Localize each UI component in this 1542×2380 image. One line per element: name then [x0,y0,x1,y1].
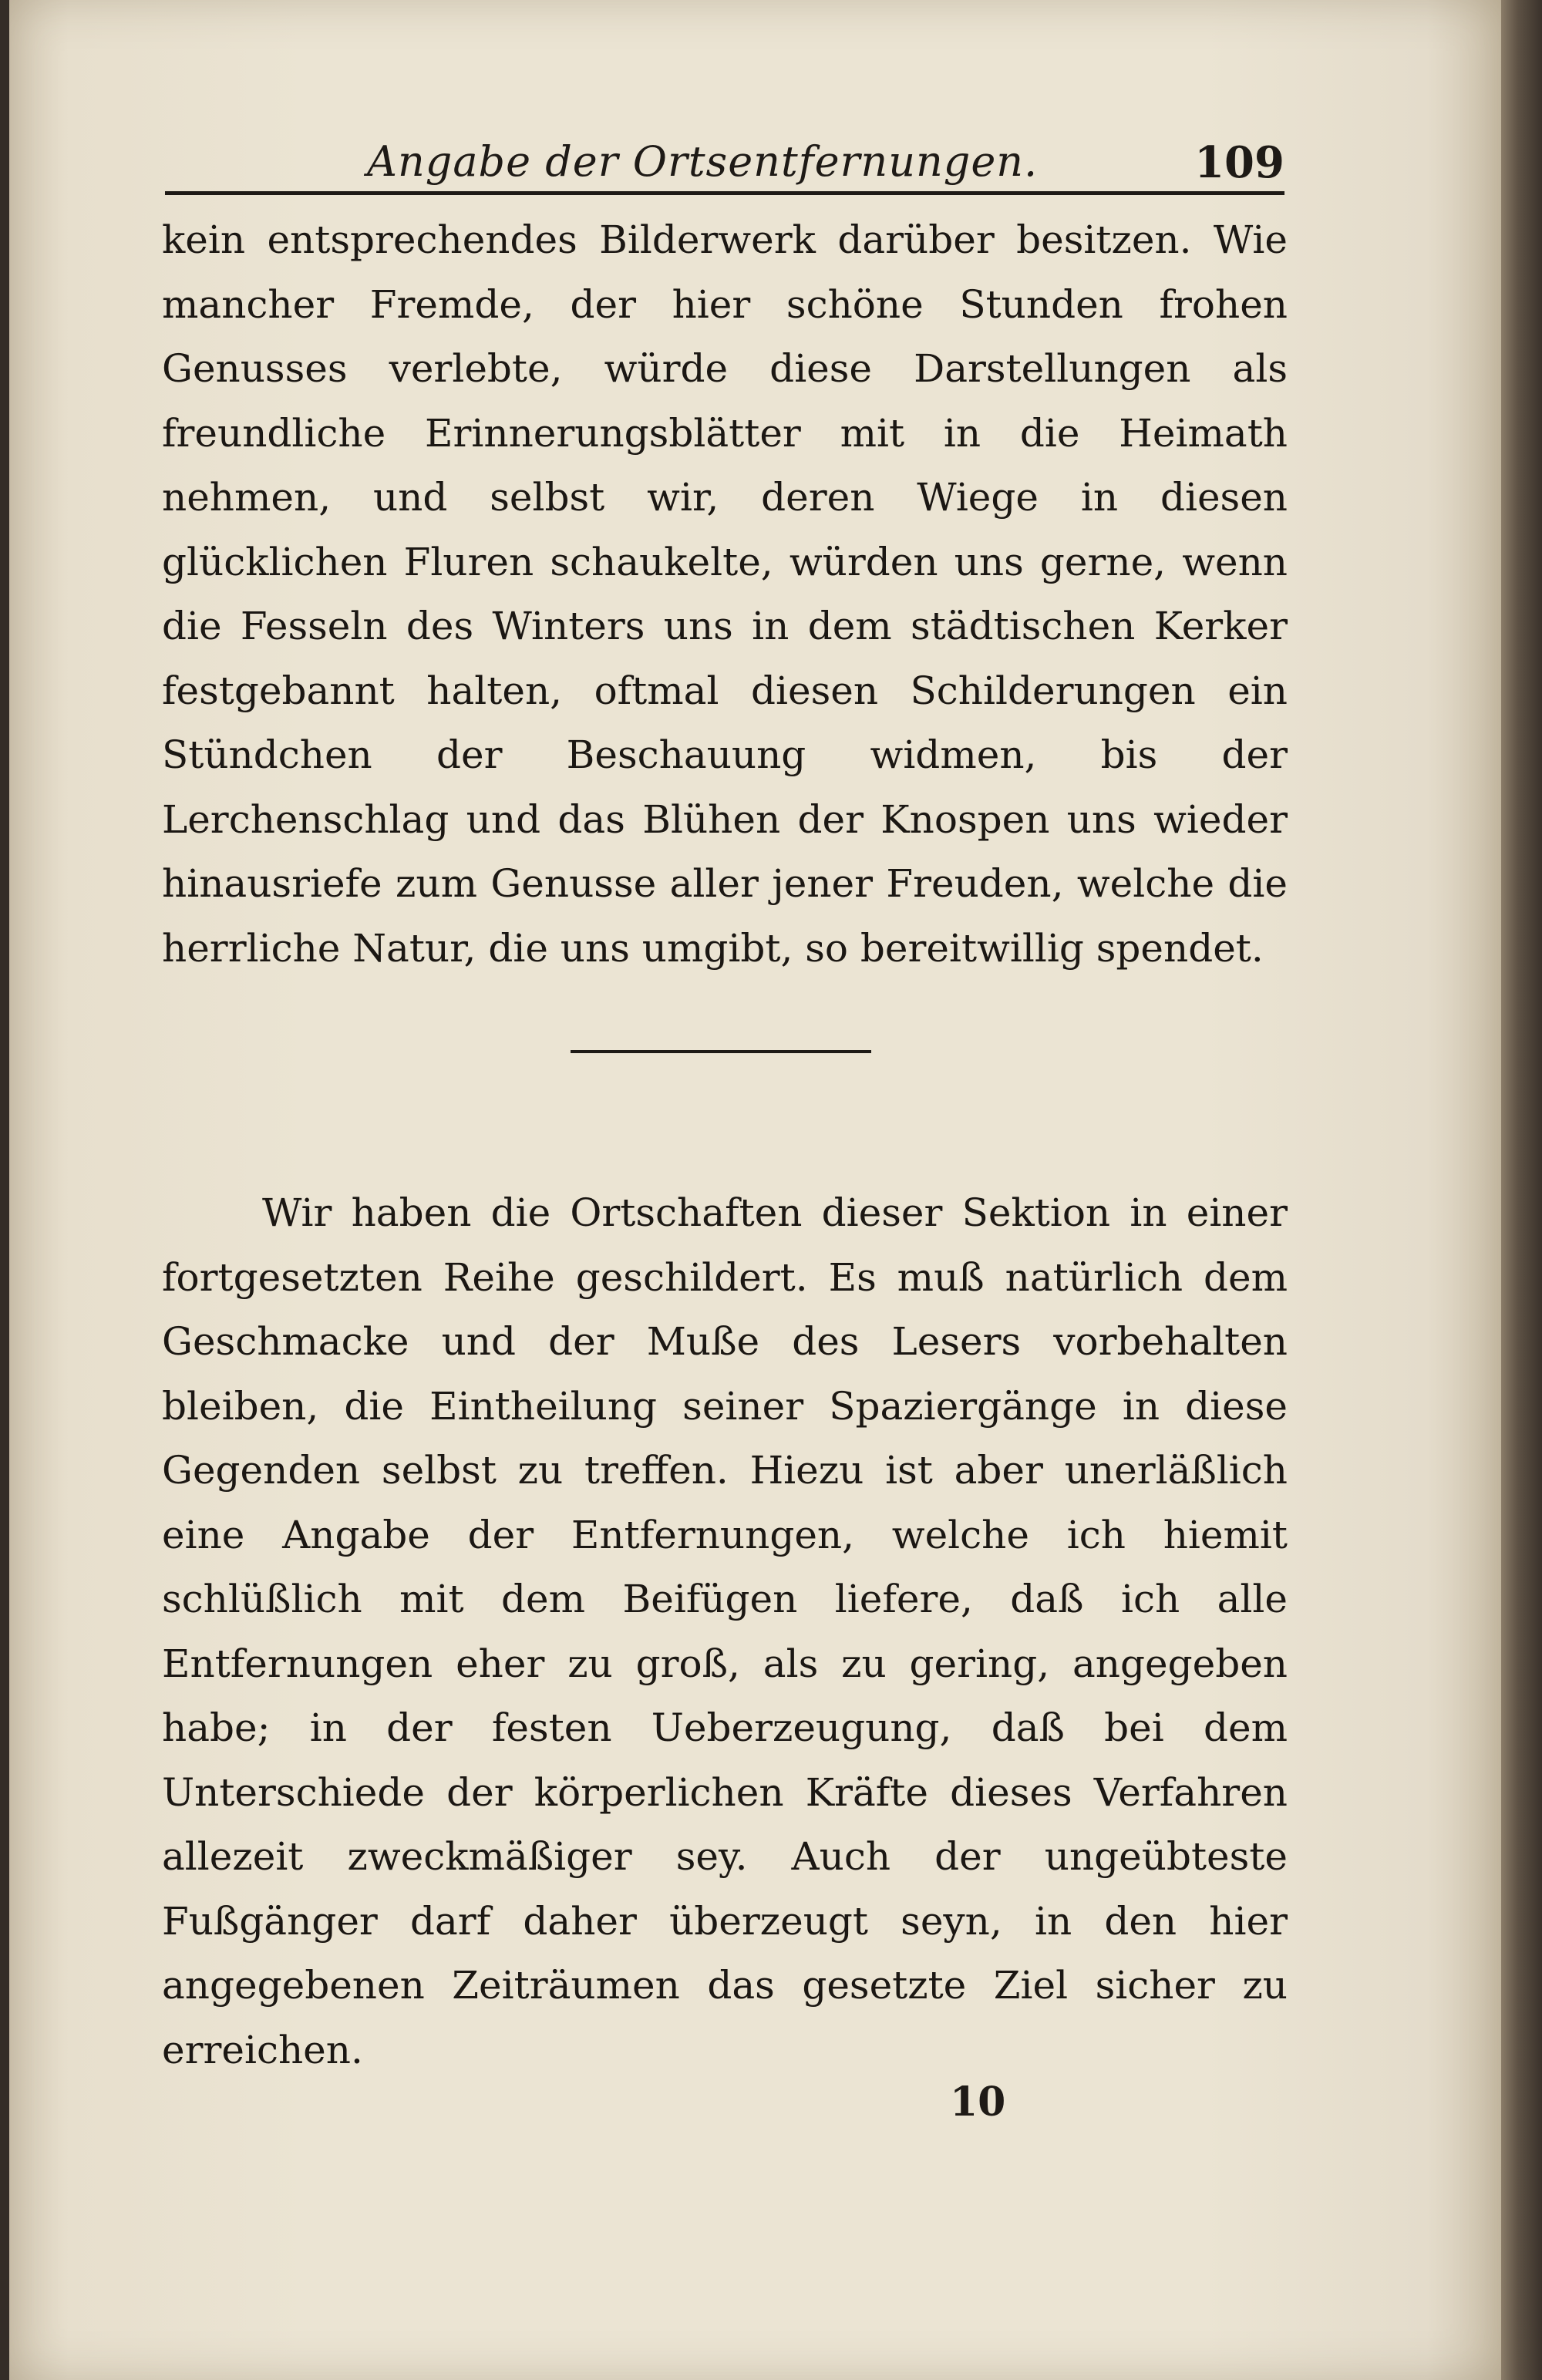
page-number: 109 [1194,137,1284,188]
signature-mark: 10 [950,2079,1006,2126]
running-title: Angabe der Ortsentfernungen. [367,137,1039,186]
paragraph-continued: kein entsprechendes Bilderwerk darüber besitzen. Wie mancher Fremde, der hier schöne Stunden frohen Genusses verlebte, würde diese Darstellungen als freundliche Erinnerungsblätter mit in die Heimath nehmen, und selbst wir, deren Wiege in diesen glücklichen Fluren schaukelte, würden uns gerne, wenn die Fesseln des Winters uns in dem städtischen Kerker festgebannt halten, oftmal diesen Schilderungen ein Stündchen der Beschauung widmen, bis der Lerchenschlag und das Blühen der Knospen uns wieder hinausriefe zum Genusse aller jener Freuden, welche die herrliche Natur, die uns umgibt, so bereitwillig spendet. [162,217,1288,971]
section-divider [571,1050,871,1053]
page-header [165,137,1284,191]
paragraph-distances-intro [162,1181,1288,2082]
header-rule [165,191,1284,195]
book-edge [1501,0,1542,2380]
paragraph-distances-text: Wir haben die Ortschaften dieser Sektion in einer fortgesetzten Reihe geschildert. Es muß natürlich dem Geschmacke und der Muße des Lesers vorbehalten bleiben, die Eintheilung seiner Spaziergänge in diese Gegenden selbst zu treffen. Hiezu ist aber unerläßlich eine Angabe der Entfernungen, welche ich hiemit schlüßlich mit dem Beifügen liefere, daß ich alle Entfernungen eher zu groß, als zu gering, angegeben habe; in der festen Ueberzeugung, daß bei dem Unterschiede der körperlichen Kräfte dieses Verfahren allezeit zweckmäßiger sey. Auch der ungeübteste Fußgänger darf daher überzeugt seyn, in den hier angegebenen Zeiträumen das gesetzte Ziel sicher zu erreichen. [162,1190,1288,2072]
